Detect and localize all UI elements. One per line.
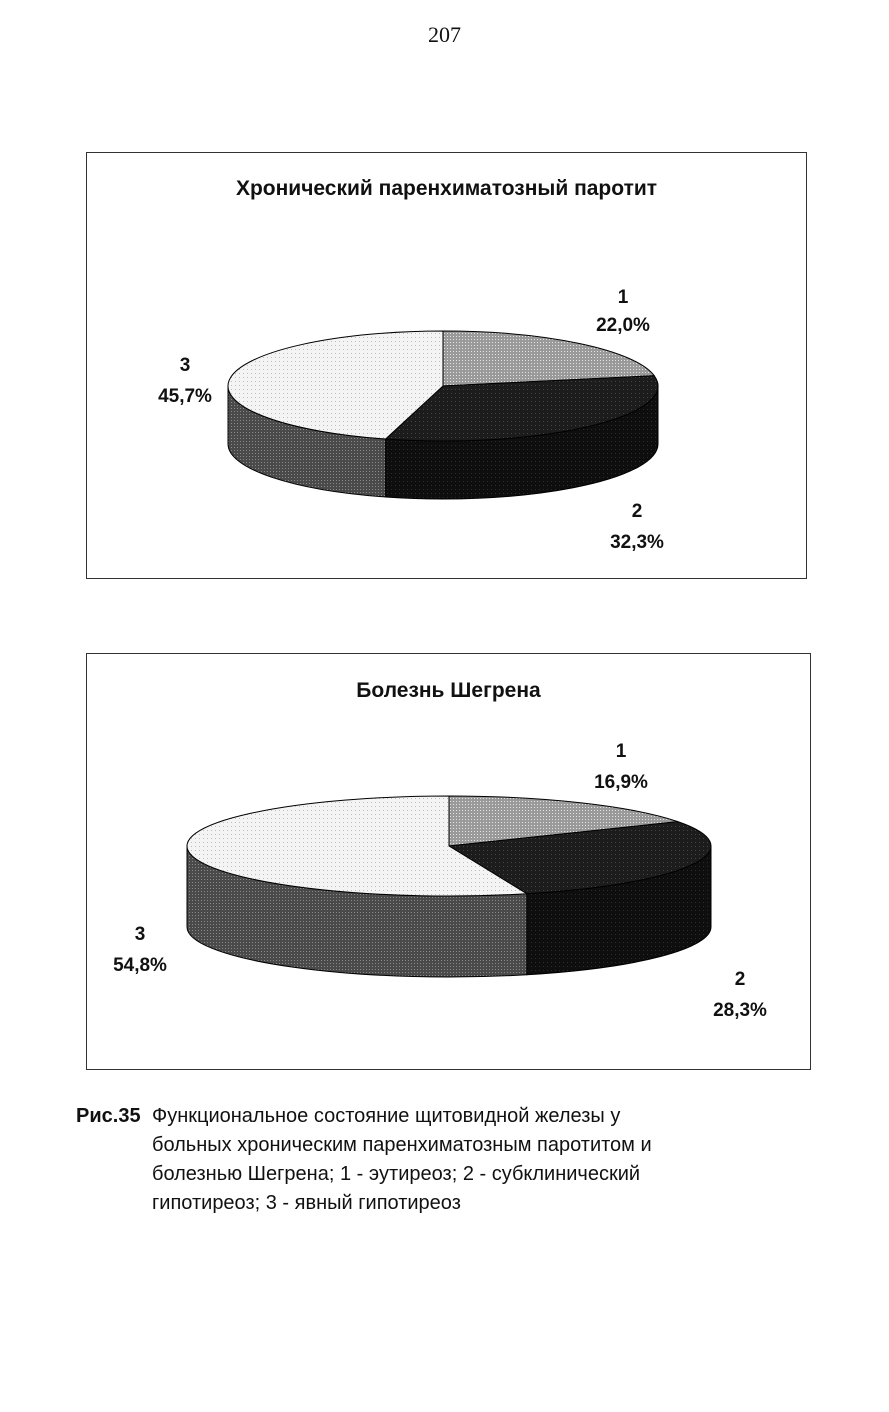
chart-chronic-parotitis — [86, 152, 807, 579]
caption-label: Рис.35 — [76, 1105, 141, 1127]
slice-value-2: 32,3% — [610, 532, 664, 553]
chart-title: Хронический паренхиматозный паротит — [235, 177, 658, 200]
slice-value-3: 45,7% — [158, 386, 212, 407]
slice-label-1: 1 — [617, 287, 629, 308]
page-number: 207 — [428, 22, 461, 47]
pie-chart-2 — [87, 654, 812, 1071]
chart-sjogren — [86, 653, 811, 1070]
slice-label-2: 2 — [631, 501, 643, 522]
caption-line: больных хроническим паренхиматозным паротитом и — [152, 1134, 652, 1156]
slice-label-3: 3 — [179, 355, 191, 376]
slice-label-3: 3 — [134, 924, 146, 945]
slice-label-1: 1 — [615, 741, 627, 762]
pie-chart-1 — [87, 153, 808, 580]
slice-value-3: 54,8% — [113, 955, 167, 976]
caption-line: болезнью Шегрена; 1 - эутиреоз; 2 - субклинический — [152, 1163, 641, 1185]
slice-value-1: 16,9% — [594, 772, 648, 793]
caption-text — [152, 1102, 752, 1218]
caption-line: Функциональное состояние щитовидной железы у — [152, 1105, 621, 1127]
caption-line: гипотиреоз; 3 - явный гипотиреоз — [152, 1192, 461, 1214]
slice-label-2: 2 — [734, 969, 746, 990]
chart-title: Болезнь Шегрена — [356, 679, 541, 702]
slice-value-2: 28,3% — [713, 1000, 767, 1021]
slice-value-1: 22,0% — [596, 315, 650, 336]
